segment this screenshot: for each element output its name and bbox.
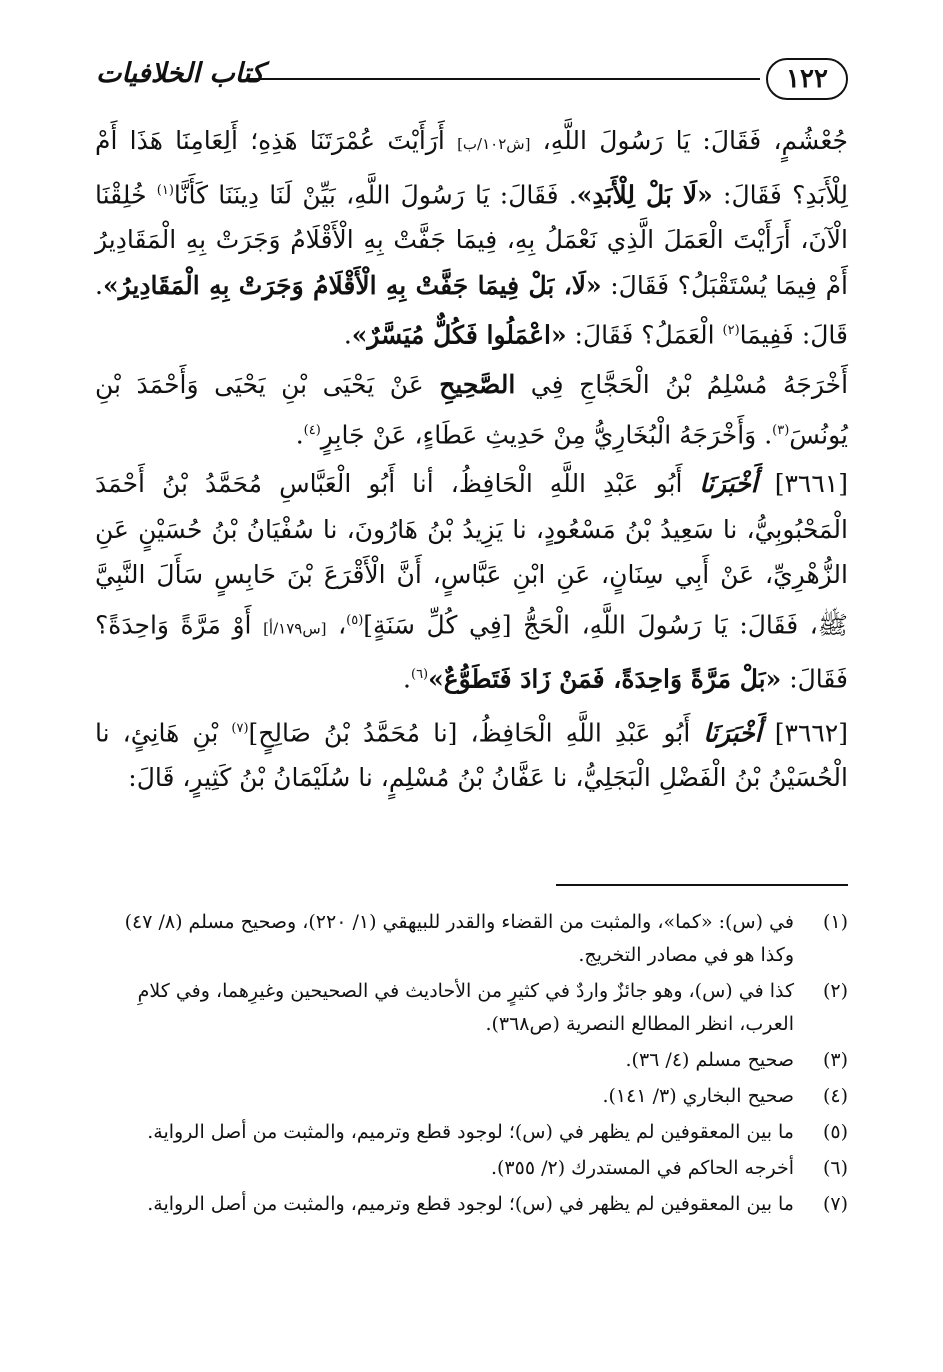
text-segment: بْنِ هَانِئٍ، نا الْحُسَيْنُ بْنُ الْفَضْلِ الْبَجَلِيُّ، نا عَفَّانُ بْنُ مُسْلِمٍ، نا سُلَيْمَانُ بْنُ كَثِيرٍ، قَالَ: xyxy=(95,717,848,793)
footnote-item xyxy=(95,1152,848,1185)
footnote-item xyxy=(95,1188,848,1221)
text-segment: . xyxy=(295,419,304,449)
text-segment: أَبُو عَبْدِ اللَّهِ الْحَافِظُ، أنا أَبُو الْعَبَّاسِ مُحَمَّدُ بْنُ أَحْمَدَ الْمَحْبُوبِيُّ، نا سَعِيدُ بْنُ مَسْعُودٍ، نا يَزِيدُ بْنُ هَارُونَ، نا سُفْيَانُ بْنُ حُسَيْنٍ عَنِ الزُّهْرِيِّ، عَنْ أَبِي سِنَانٍ، عَنِ ابْنِ عَبَّاسٍ، أَنَّ الْأَقْرَعَ بْنَ حَابِسٍ سَأَلَ النَّبِيَّ ﷺ، فَقَالَ: يَا رَسُولَ اللَّهِ، الْحَجُّ xyxy=(95,469,849,640)
text-segment: جُعْشُمٍ، فَقَالَ: يَا رَسُولَ اللَّهِ، xyxy=(530,126,848,155)
footnote-ref[interactable]: (٤) xyxy=(303,422,321,438)
footnote-ref[interactable]: (٢) xyxy=(722,323,740,339)
hadith-3662 xyxy=(95,706,848,801)
manuscript-ref: [س١٧٩/أ] xyxy=(263,619,327,638)
text-segment: خُلِقْنَا الْآنَ، أَرَأَيْتَ الْعَمَلَ الَّذِي نَعْمَلُ بِهِ، فِيمَا جَفَّتْ بِهِ الْأَقْلَامُ وَجَرَتْ بِهِ الْمَقَادِيرُ أَمْ فِيمَا يُسْتَقْبَلُ؟ فَقَالَ: xyxy=(95,179,848,300)
main-text xyxy=(95,118,848,801)
text-segment: . xyxy=(403,664,411,694)
prophet-quote: «لَا بَلْ لِلْأَبَدِ» xyxy=(576,179,713,209)
hadith-number: [٣٦٦٢] xyxy=(774,717,848,747)
manuscript-ref: [ش١٠٢/ب] xyxy=(457,135,531,153)
text-segment: الْعَمَلُ؟ فَقَالَ: xyxy=(566,320,723,350)
text-segment: . xyxy=(343,320,352,350)
book-title: كتاب الخلافيات xyxy=(96,58,265,89)
header-rule xyxy=(246,78,760,80)
page-number: ١٢٢ xyxy=(766,58,848,100)
prophet-quote: «بَلْ مَرَّةً وَاحِدَةً، فَمَنْ زَادَ فَتَطَوُّعٌ» xyxy=(428,664,782,694)
footnote-ref[interactable]: (٧) xyxy=(231,720,249,736)
prophet-quote: «اعْمَلُوا فَكُلٌّ مُيَسَّرٌ» xyxy=(351,320,567,350)
footnote-ref[interactable]: (٣) xyxy=(772,422,790,438)
footnote-item xyxy=(95,906,848,972)
footnote-text: صحيح مسلم (٤/ ٣٦). xyxy=(625,1049,794,1071)
book-name: الصَّحِيحِ xyxy=(439,370,516,400)
footnote-text: ما بين المعقوفين لم يظهر في (س)؛ لوجود قطع وترميم، والمثبت من أصل الرواية. xyxy=(147,1121,794,1143)
footnote-ref[interactable]: (١) xyxy=(156,182,174,198)
footnote-text: كذا في (س)، وهو جائزٌ واردٌ في كثيرٍ من الأحاديث في الصحيحين وغيرِهما، وفي كلامِ العرب، انظر المطالع النصرية (ص٣٦٨). xyxy=(137,980,794,1035)
footnote-ref[interactable]: (٥) xyxy=(346,612,364,628)
footnote-text: ما بين المعقوفين لم يظهر في (س)؛ لوجود قطع وترميم، والمثبت من أصل الرواية. xyxy=(147,1193,794,1215)
footnote-number: (٥) xyxy=(822,1121,848,1143)
footnote-number: (٧) xyxy=(822,1193,848,1215)
akhbarana-label: أَخْبَرَنَا xyxy=(703,717,762,747)
paragraph-takhrij xyxy=(95,362,848,457)
footnote-text: أخرجه الحاكم في المستدرك (٢/ ٣٥٥). xyxy=(490,1157,794,1179)
text-segment: أَخْرَجَهُ مُسْلِمُ بْنُ الْحَجَّاجِ فِي xyxy=(515,370,849,400)
text-segment: . قَالَ: فَفِيمَا xyxy=(95,270,848,350)
footnote-number: (٣) xyxy=(822,1049,848,1071)
footnote-text: صحيح البخاري (٣/ ١٤١). xyxy=(602,1085,794,1107)
footnote-item xyxy=(95,1080,848,1113)
footnote-number: (٢) xyxy=(822,980,848,1002)
text-segment: أَوْ مَرَّةً وَاحِدَةً؟ فَقَالَ: xyxy=(95,610,848,694)
text-segment: أَرَأَيْتَ عُمْرَتَنَا هَذِهِ؛ أَلِعَامِنَا هَذَا أَمْ لِلْأَبَدِ؟ فَقَالَ: xyxy=(95,126,848,209)
footnote-ref[interactable]: (٦) xyxy=(410,666,429,682)
footnote-text: في (س): «كما»، والمثبت من القضاء والقدر للبيهقي (١/ ٢٢٠)، وصحيح مسلم (٨/ ٤٧) وكذا هو في مصادر التخريج. xyxy=(124,911,794,966)
text-segment: . فَقَالَ: يَا رَسُولَ اللَّهِ، بَيِّنْ لَنَا دِينَنَا كَأَنَّا xyxy=(173,179,577,209)
akhbarana-label: أَخْبَرَنَا xyxy=(699,469,758,499)
text-segment: . وَأَخْرَجَهُ الْبُخَارِيُّ مِنْ حَدِيثِ عَطَاءٍ، عَنْ جَابِرٍ xyxy=(320,419,773,449)
paragraph-hadith-continuation xyxy=(95,118,848,358)
text-segment: أَبُو عَبْدِ اللَّهِ الْحَافِظُ، xyxy=(457,717,704,747)
footnote-number: (٤) xyxy=(822,1085,848,1107)
bracketed-insertion: [فِي كُلِّ سَنَةٍ] xyxy=(363,610,512,640)
hadith-3661 xyxy=(95,461,848,701)
footnote-item xyxy=(95,1116,848,1149)
page-header xyxy=(96,52,848,108)
footnote-item xyxy=(95,975,848,1041)
footnotes xyxy=(95,906,848,1224)
bracketed-insertion: [نا مُحَمَّدُ بْنُ صَالِحٍ] xyxy=(248,717,458,747)
footnote-item xyxy=(95,1044,848,1077)
prophet-quote: «لَا، بَلْ فِيمَا جَفَّتْ بِهِ الْأَقْلَامُ وَجَرَتْ بِهِ الْمَقَادِيرُ» xyxy=(102,270,602,300)
text-segment: عَنْ يَحْيَى بْنِ يَحْيَى وَأَحْمَدَ بْنِ يُونُسَ xyxy=(95,370,848,449)
footnote-number: (١) xyxy=(822,911,848,933)
text-segment: ، xyxy=(326,610,347,640)
hadith-number: [٣٦٦١] xyxy=(774,469,848,499)
footnote-number: (٦) xyxy=(822,1157,848,1179)
footnote-divider xyxy=(556,884,848,886)
